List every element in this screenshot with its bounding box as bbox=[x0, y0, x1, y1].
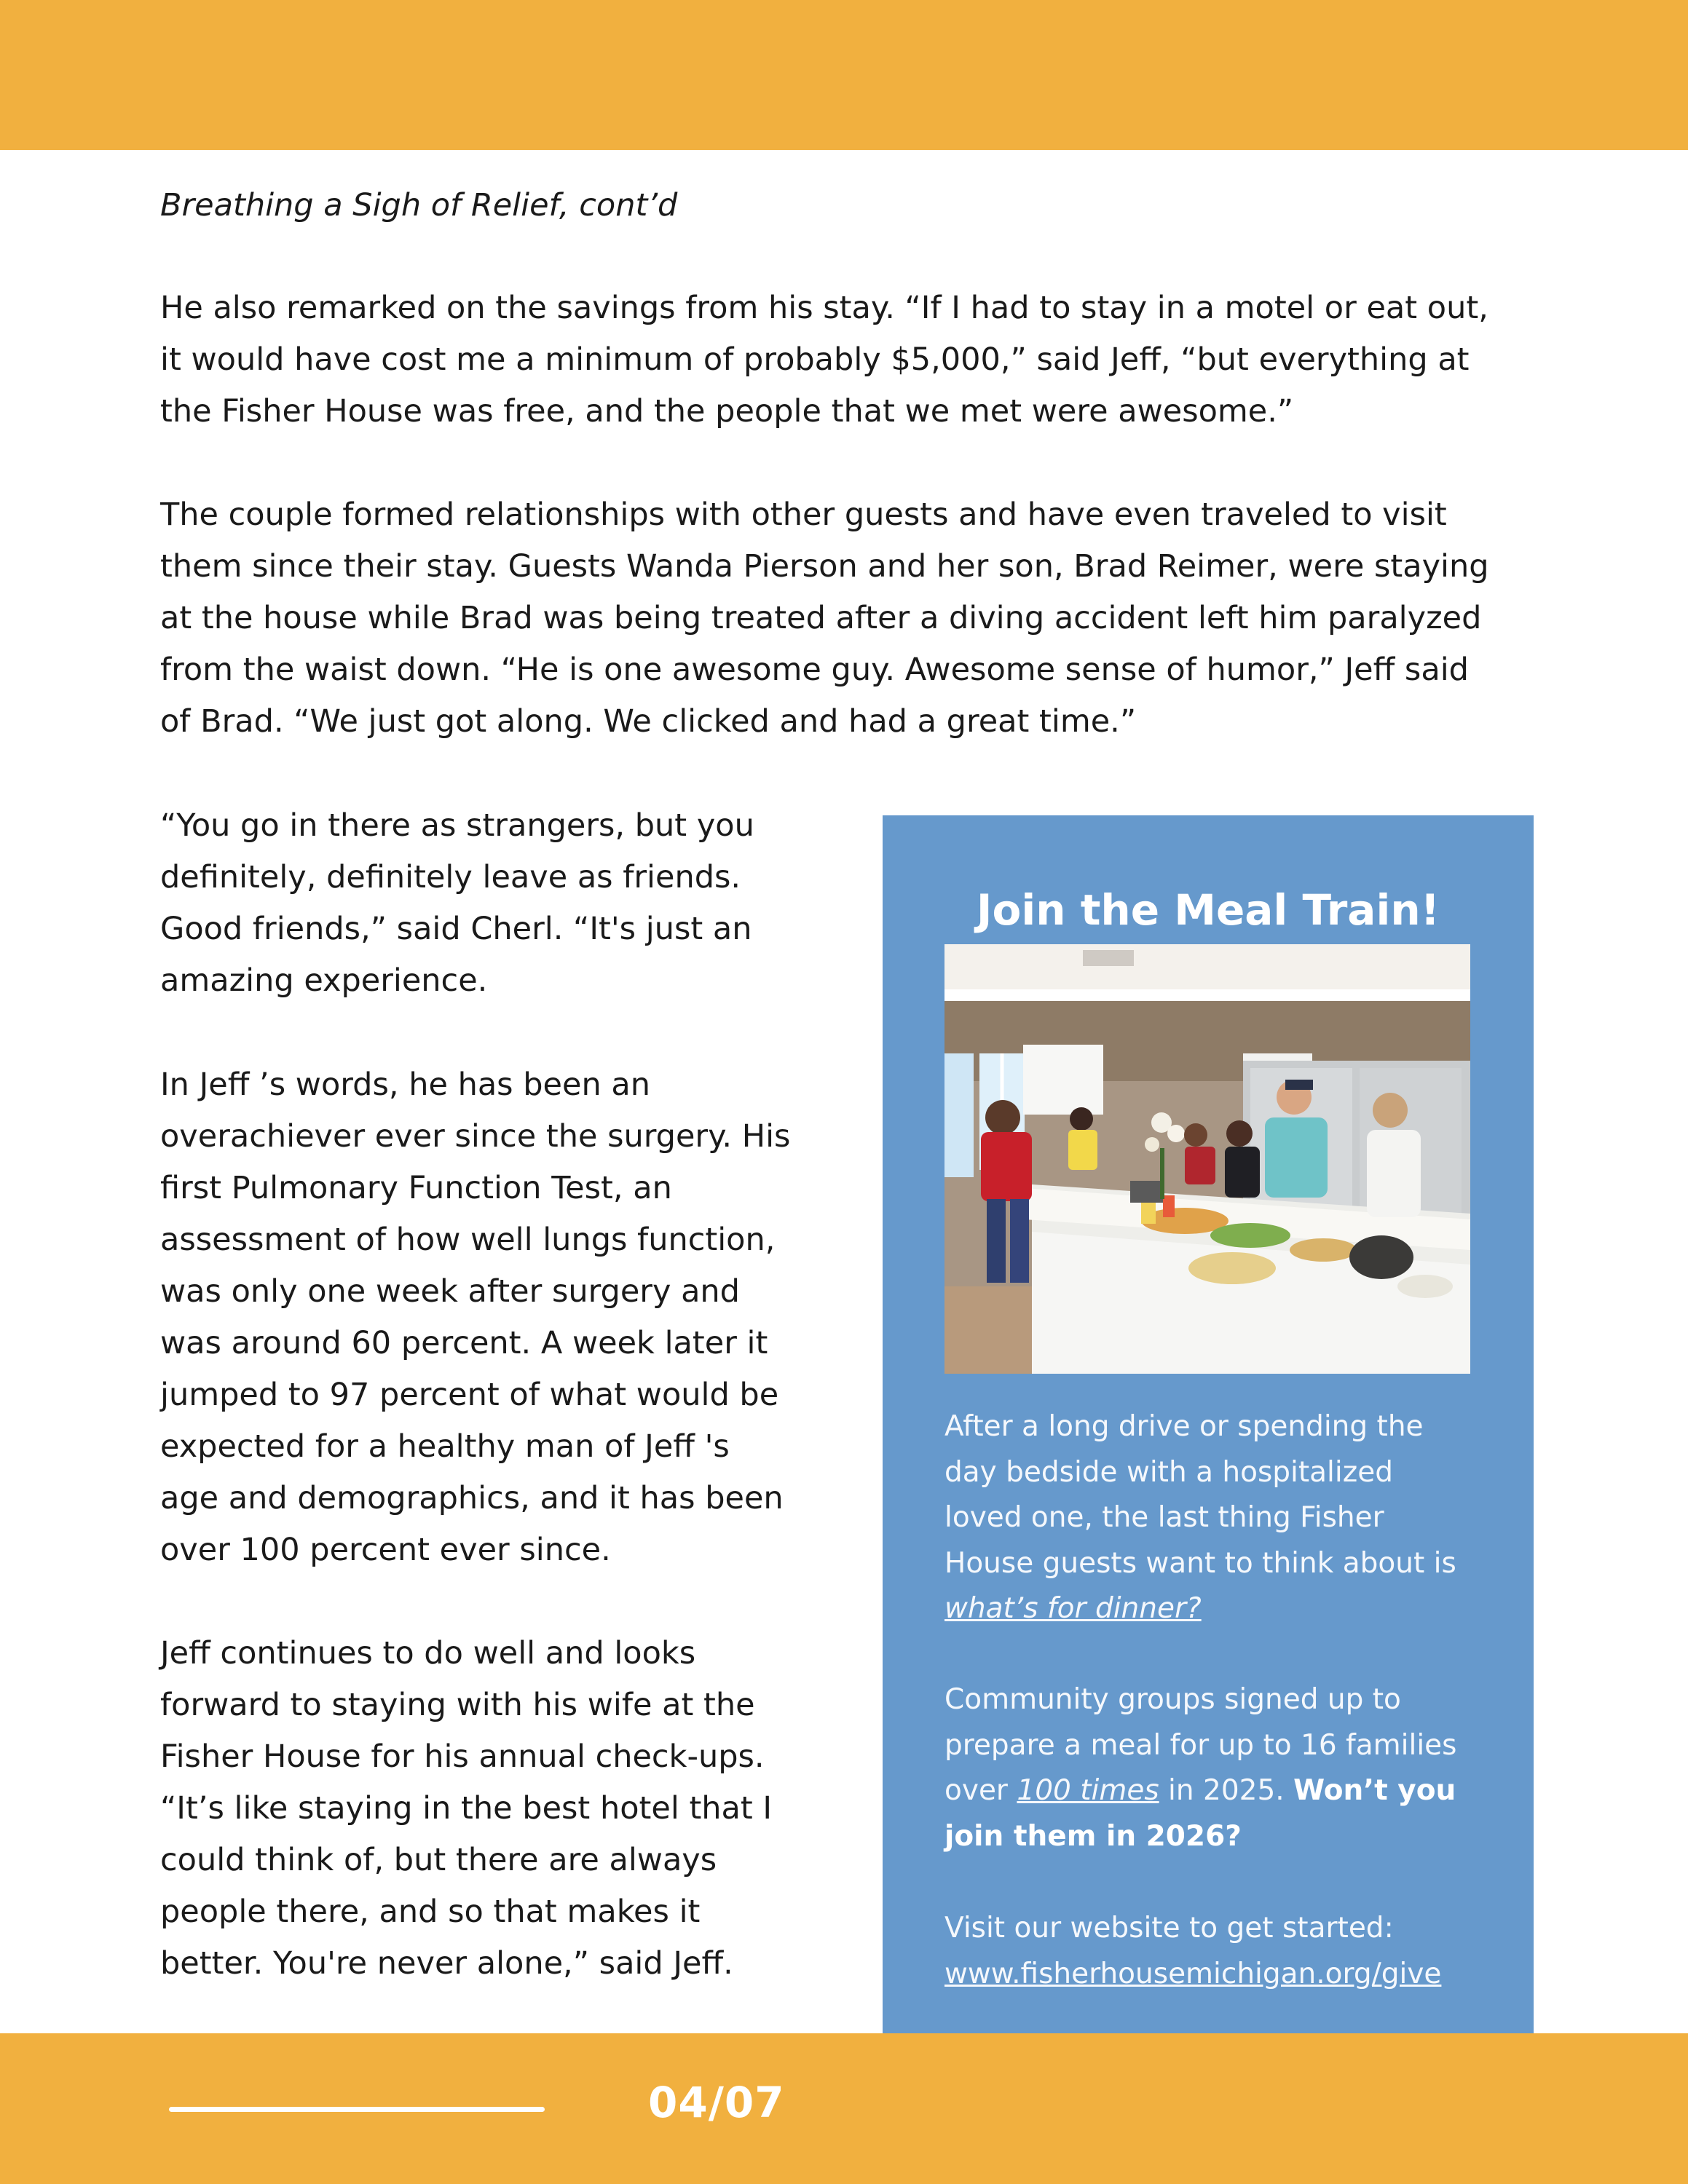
text-line: over 100 percent ever since. bbox=[160, 1532, 611, 1568]
meal-train-groups bbox=[944, 1677, 1456, 1859]
text-line: expected for a healthy man of Jeff 's bbox=[160, 1428, 730, 1465]
text-line: “You go in there as strangers, but you bbox=[160, 807, 754, 844]
call-to-action-bold: join them in 2026? bbox=[944, 1819, 1242, 1853]
text-line: better. You're never alone,” said Jeff. bbox=[160, 1945, 733, 1982]
article-paragraph-relationships bbox=[160, 489, 1489, 748]
text-line: House guests want to think about is bbox=[944, 1546, 1456, 1580]
text-line bbox=[944, 1586, 1456, 1632]
text-line: “It’s like staying in the best hotel that I bbox=[160, 1790, 773, 1827]
text-line: overachiever ever since the surgery. His bbox=[160, 1118, 791, 1155]
text-fragment: in 2025. bbox=[1159, 1774, 1294, 1807]
text-line: definitely, definitely leave as friends. bbox=[160, 859, 741, 895]
text-line: Good friends,” said Cherl. “It's just an bbox=[160, 911, 752, 947]
meal-train-callout bbox=[883, 815, 1534, 2033]
website-link[interactable]: www.fisherhousemichigan.org/give bbox=[944, 1957, 1442, 1990]
text-line: from the waist down. “He is one awesome guy. Awesome sense of humor,” Jeff said bbox=[160, 652, 1469, 688]
text-line: it would have cost me a minimum of probably $5,000,” said Jeff, “but everything at bbox=[160, 341, 1470, 378]
header-band bbox=[0, 0, 1688, 150]
text-line: The couple formed relationships with other guests and have even traveled to visit bbox=[160, 496, 1447, 533]
article-paragraph-friends bbox=[160, 800, 754, 1007]
meal-train-title: Join the Meal Train! bbox=[976, 885, 1440, 935]
text-line: people there, and so that makes it bbox=[160, 1894, 701, 1930]
meal-train-intro bbox=[944, 1404, 1456, 1632]
text-line: of Brad. “We just got along. We clicked and had a great time.” bbox=[160, 703, 1137, 740]
text-line: Fisher House for his annual check-ups. bbox=[160, 1738, 765, 1775]
text-line: assessment of how well lungs function, bbox=[160, 1222, 776, 1258]
text-line: Jeff continues to do well and looks bbox=[160, 1635, 696, 1671]
text-line: After a long drive or spending the bbox=[944, 1410, 1424, 1443]
whats-for-dinner-emphasis: what’s for dinner? bbox=[944, 1592, 1202, 1625]
text-line: Visit our website to get started: bbox=[944, 1912, 1394, 1944]
text-fragment: over bbox=[944, 1774, 1017, 1807]
text-line: jumped to 97 percent of what would be bbox=[160, 1377, 779, 1413]
hundred-times-link[interactable]: 100 times bbox=[1017, 1774, 1159, 1807]
meal-train-visit bbox=[944, 1906, 1441, 1997]
footer-divider-line bbox=[169, 2107, 545, 2112]
article-paragraph-recovery bbox=[160, 1059, 790, 1576]
text-line: first Pulmonary Function Test, an bbox=[160, 1170, 672, 1206]
call-to-action-bold: Won’t you bbox=[1293, 1774, 1456, 1807]
text-line: He also remarked on the savings from his stay. “If I had to stay in a motel or eat out, bbox=[160, 290, 1488, 326]
text-line: age and demographics, and it has been bbox=[160, 1480, 784, 1516]
text-line: could think of, but there are always bbox=[160, 1842, 717, 1878]
text-line: them since their stay. Guests Wanda Pierson and her son, Brad Reimer, were staying bbox=[160, 548, 1489, 585]
text-line: prepare a meal for up to 16 families bbox=[944, 1728, 1457, 1762]
page-subtitle: Breathing a Sigh of Relief, cont’d bbox=[160, 187, 678, 223]
text-line: In Jeff ’s words, he has been an bbox=[160, 1067, 650, 1103]
article-paragraph-savings bbox=[160, 282, 1488, 438]
page-number: 04/07 bbox=[648, 2078, 785, 2127]
text-line: was around 60 percent. A week later it bbox=[160, 1325, 768, 1361]
text-line: was only one week after surgery and bbox=[160, 1273, 740, 1310]
text-line: at the house while Brad was being treated after a diving accident left him paralyzed bbox=[160, 600, 1482, 636]
text-line: loved one, the last thing Fisher bbox=[944, 1501, 1384, 1534]
text-line: the Fisher House was free, and the people that we met were awesome.” bbox=[160, 393, 1294, 430]
text-line: forward to staying with his wife at the bbox=[160, 1687, 755, 1723]
text-line: Community groups signed up to bbox=[944, 1683, 1401, 1716]
text-line: day bedside with a hospitalized bbox=[944, 1455, 1393, 1489]
kitchen-volunteers-photo bbox=[944, 944, 1470, 1374]
article-paragraph-checkups bbox=[160, 1628, 772, 1990]
text-line: amazing experience. bbox=[160, 962, 488, 999]
text-line bbox=[944, 1768, 1456, 1814]
